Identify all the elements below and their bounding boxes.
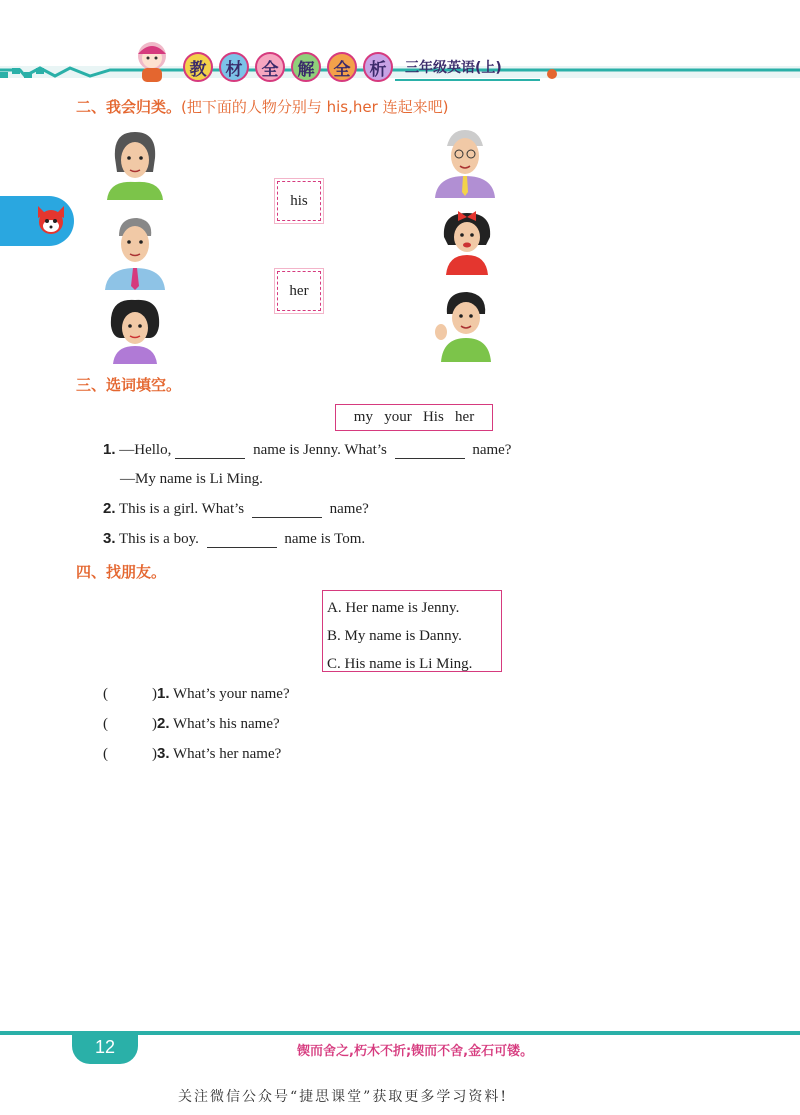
title-char: 材	[219, 52, 249, 82]
question-text: What’s his name?	[173, 716, 280, 732]
answer-option-c: C. His name is Li Ming.	[327, 656, 473, 672]
title-char: 全	[327, 52, 357, 82]
answer-blank[interactable]	[252, 503, 322, 518]
question-text: name?	[329, 501, 369, 517]
question-number: 3.	[103, 530, 116, 547]
title-char: 全	[255, 52, 285, 82]
footer-motto: 锲而舍之,朽木不折;锲而不舍,金石可镂。	[297, 1044, 534, 1059]
question-number: 2.	[103, 500, 116, 517]
answer-option-b: B. My name is Danny.	[327, 628, 462, 644]
question-number: 1.	[157, 685, 170, 702]
section4-heading: 四、找朋友。	[76, 563, 167, 581]
section2-title: 二、我会归类。	[76, 98, 182, 116]
question-text: What’s your name?	[173, 686, 290, 702]
man-with-tie-figure	[103, 212, 167, 290]
match-question-3: ( )3. What’s her name?	[103, 745, 282, 762]
watermark-text: 关注微信公众号“捷思课堂”获取更多学习资料!	[178, 1089, 508, 1105]
page-number: 12	[72, 1031, 138, 1064]
mascot-girl-icon	[125, 38, 180, 86]
title-char: 教	[183, 52, 213, 82]
answer-blank[interactable]	[395, 444, 465, 459]
question-text: What’s her name?	[173, 746, 282, 762]
question-text: —Hello,	[119, 442, 172, 458]
question-1	[103, 441, 511, 459]
question-text: This is a girl. What’s	[119, 501, 245, 517]
word-options-box: my your His her	[335, 404, 493, 431]
question-3	[103, 530, 365, 548]
book-title	[183, 52, 393, 82]
question-1-reply: —My name is Li Ming.	[120, 471, 263, 487]
woman-curly-hair-figure	[103, 296, 167, 364]
match-question-1: ( )1. What’s your name?	[103, 685, 290, 702]
header-band	[0, 58, 800, 88]
question-2	[103, 500, 369, 518]
section2-heading	[76, 96, 448, 117]
section3-heading: 三、选词填空。	[76, 376, 182, 394]
title-char: 解	[291, 52, 321, 82]
fox-mascot-icon	[34, 202, 68, 240]
answer-option-a: A. Her name is Jenny.	[327, 600, 460, 616]
girl-with-bow-figure	[438, 205, 496, 275]
question-text: name is Tom.	[284, 531, 366, 547]
woman-short-hair-figure	[103, 128, 167, 200]
question-number: 2.	[157, 715, 170, 732]
section2-instruction: (把下面的人物分别与 his,her 连起来吧)	[181, 98, 449, 116]
question-number: 3.	[157, 745, 170, 762]
answer-options-box	[322, 590, 502, 672]
word-his: his	[277, 181, 321, 221]
question-number: 1.	[103, 441, 116, 458]
word-her: her	[277, 271, 321, 311]
question-text: This is a boy.	[119, 531, 199, 547]
question-text: name is Jenny. What’s	[253, 442, 387, 458]
question-text: name?	[472, 442, 512, 458]
old-man-figure	[433, 126, 497, 198]
answer-blank[interactable]	[175, 444, 245, 459]
boy-waving-figure	[433, 288, 497, 362]
title-char: 析	[363, 52, 393, 82]
answer-blank[interactable]	[207, 533, 277, 548]
grade-label: 三年级英语(上)	[405, 60, 502, 76]
match-question-2: ( )2. What’s his name?	[103, 715, 280, 732]
